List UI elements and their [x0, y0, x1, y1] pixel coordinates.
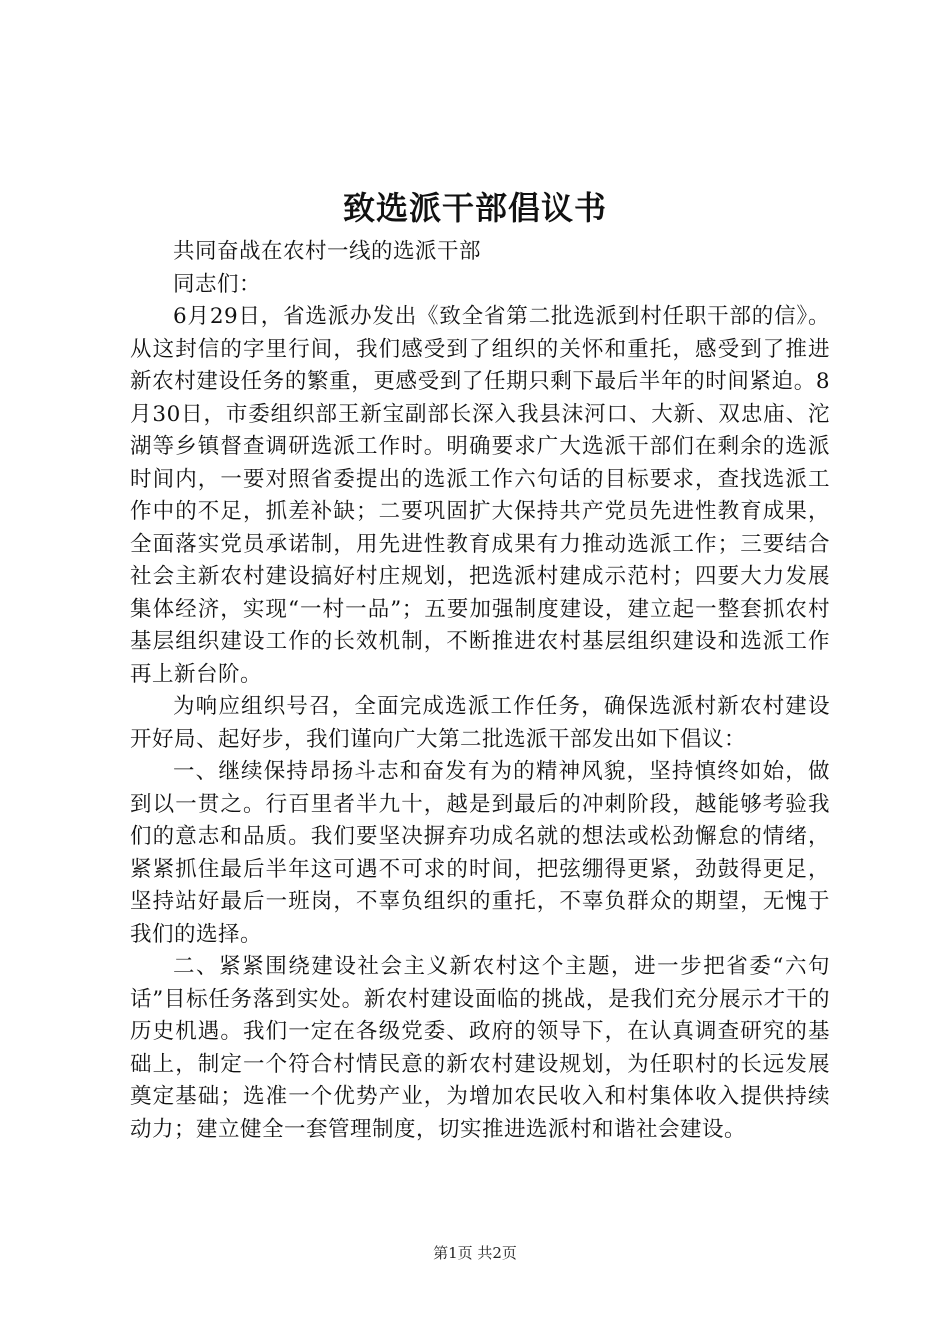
- document-body: [130, 236, 830, 1146]
- paragraph-intro: 6月29日，省选派办发出《致全省第二批选派到村任职干部的信》。从这封信的字里行间，我们感受到了组织的关怀和重托，感受到了推进新农村建设任务的繁重，更感受到了任期只剩下最后半年的时间紧迫。8月30日，市委组织部王新宝副部长深入我县沫河口、大新、双忠庙、沱湖等乡镇督查调研选派工作时。明确要求广大选派干部们在剩余的选派时间内，一要对照省委提出的选派工作六句话的目标要求，查找选派工作中的不足，抓差补缺；二要巩固扩大保持共产党员先进性教育成果，全面落实党员承诺制，用先进性教育成果有力推动选派工作；三要结合社会主新农村建设搞好村庄规划，把选派村建成示范村；四要大力发展集体经济，实现“一村一品”；五要加强制度建设，建立起一整套抓农村基层组织建设工作的长效机制，不断推进农村基层组织建设和选派工作再上新台阶。: [130, 304, 830, 687]
- salutation: 共同奋战在农村一线的选派干部: [173, 239, 482, 264]
- greeting: 同志们：: [173, 271, 262, 297]
- paragraph-item-2: 二、紧紧围绕建设社会主义新农村这个主题，进一步把省委“六句话”目标任务落到实处。新农村建设面临的挑战，是我们充分展示才干的历史机遇。我们一定在各级党委、政府的领导下，在认真调查研究的基础上，制定一个符合村情民意的新农村建设规划，为任职村的长远发展奠定基础；选准一个优势产业，为增加农民收入和村集体收入提供持续动力；建立健全一套管理制度，切实推进选派村和谐社会建设。: [130, 954, 830, 1142]
- paragraph-proposal: 为响应组织号召，全面完成选派工作任务，确保选派村新农村建设开好局、起好步，我们谨向广大第二批选派干部发出如下倡议：: [130, 694, 830, 752]
- page-number: 第1页 共2页: [433, 1244, 517, 1262]
- document-title: 致选派干部倡议书: [342, 189, 607, 227]
- paragraph-item-1: 一、继续保持昂扬斗志和奋发有为的精神风貌，坚持慎终如始，做到以一贯之。行百里者半九十，越是到最后的冲刺阶段，越能够考验我们的意志和品质。我们要坚决摒弃功成名就的想法或松劲懈怠的情绪，紧紧抓住最后半年这可遇不可求的时间，把弦绷得更紧，劲鼓得更足，坚持站好最后一班岗，不辜负组织的重托，不辜负群众的期望，无愧于我们的选择。: [130, 759, 830, 947]
